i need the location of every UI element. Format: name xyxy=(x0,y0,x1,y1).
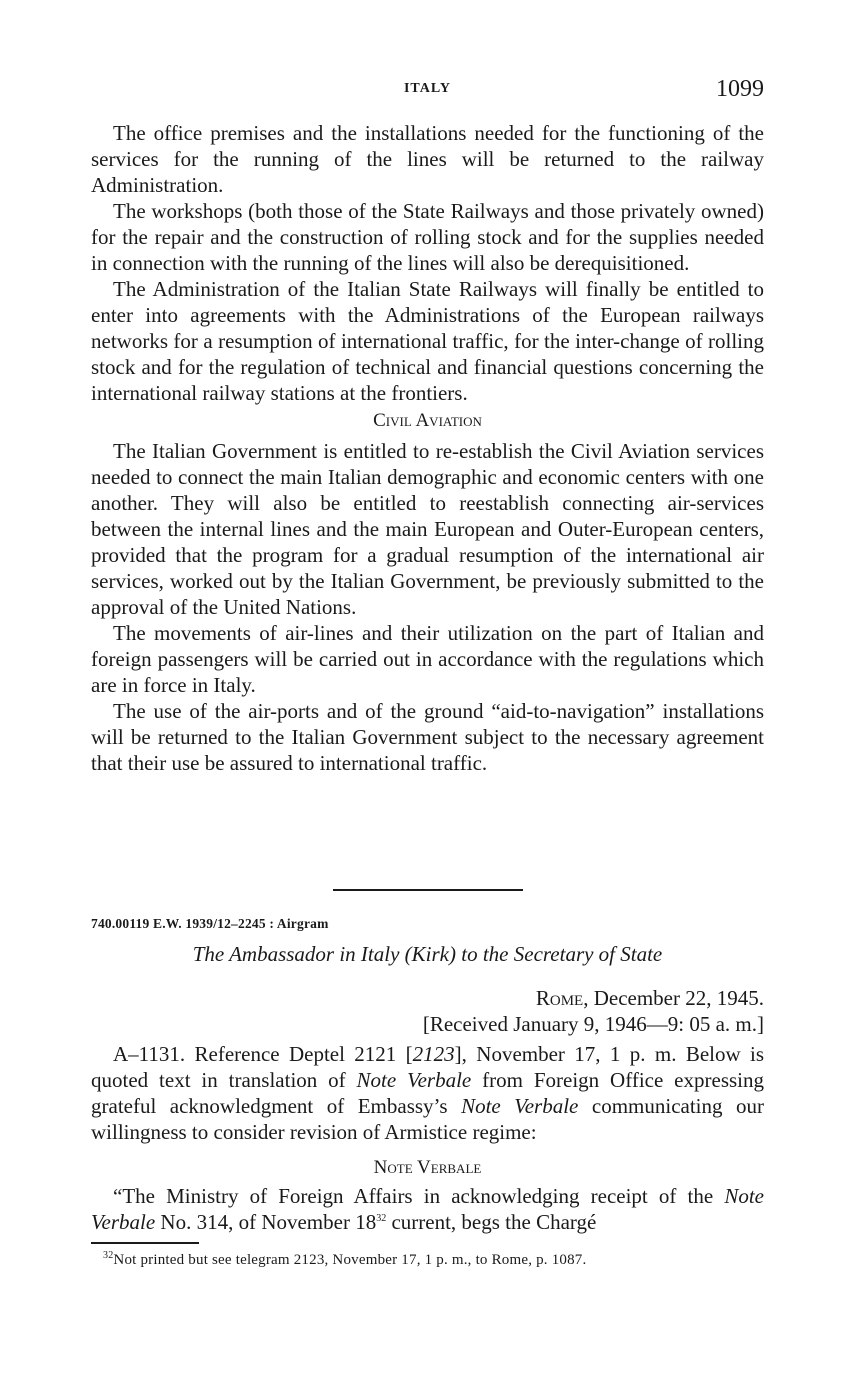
paragraph: The office premises and the installations needed for the functioning of the services for the running of the lines will be returned to the railway Administration. xyxy=(91,121,764,197)
footnote-text: Not printed but see telegram 2123, November 17, 1 p. m., to Rome, p. 1087. xyxy=(113,1252,587,1268)
quoted-paragraph: “The Ministry of Foreign Affairs in acknowledging receipt of the Note Verbale No. 314, of November $18^{32}$ current, begs the Chargé xyxy=(91,1184,764,1234)
railways-section xyxy=(91,120,764,776)
file-reference: 740.00119 E.W. 1939/12–2245 : Airgram xyxy=(91,916,329,931)
paragraph: The workshops (both those of the State Railways and those privately owned) for the repair and the construction of rolling stock and for the supplies needed in connection with the running of the lines will also be derequisitioned. xyxy=(91,199,764,275)
place: Rome xyxy=(535,986,584,1010)
paragraph: The Italian Government is entitled to re-establish the Civil Aviation services needed to connect the main Italian demographic and economic centers with one another. They will also be entitled to reestablish connecting air-services between the internal lines and the main European and Outer-European centers, provided that the program for a gradual resumption of the international air services, worked out by the Italian Government, be previously submitted to the approval of the United Nations. xyxy=(91,439,764,619)
footnote-ref: 32 xyxy=(376,1213,387,1224)
received-stamp: [Received January 9, 1946—9: 05 a. m.] xyxy=(422,1012,764,1036)
paragraph: The Administration of the Italian State Railways will finally be entitled to enter into agreements with the Administrations of the European railways networks for a resumption of international traffic, for the inter-change of rolling stock and for the regulation of technical and financial questions concerning the international railway stations at the frontiers. xyxy=(91,277,764,405)
footnote xyxy=(103,1252,586,1269)
footnote-rule xyxy=(91,1242,199,1244)
footnote-mark: 32 xyxy=(103,1250,114,1261)
document-title: The Ambassador in Italy (Kirk) to the Secretary of State xyxy=(192,942,663,966)
note-verbale-heading: Note Verbale xyxy=(373,1157,482,1178)
page-number: 1099 xyxy=(716,76,764,102)
dateline xyxy=(536,985,764,1011)
date: , December 22, 1945. xyxy=(583,986,764,1010)
paragraph: The movements of air-lines and their utilization on the part of Italian and foreign passengers will be carried out in accordance with the regulations which are in force in Italy. xyxy=(91,621,764,697)
airgram-body xyxy=(91,1041,764,1235)
section-heading-civil-aviation: Civil Aviation xyxy=(373,410,482,431)
paragraph: A–1131. Reference Deptel 2121 [2123], November 17, 1 p. m. Below is quoted text in translation of Note Verbale from Foreign Office expressing grateful acknowledgment of Embassy’s Note Verbale communicating our willingness to consider revision of Armistice regime: xyxy=(91,1042,765,1144)
running-head xyxy=(91,76,764,106)
paragraph: The use of the air-ports and of the ground “aid-to-navigation” installations will be returned to the Italian Government subject to the necessary agreement that their use be assured to international traffic. xyxy=(91,699,764,775)
running-title: ITALY xyxy=(403,81,452,96)
section-divider xyxy=(333,889,523,891)
